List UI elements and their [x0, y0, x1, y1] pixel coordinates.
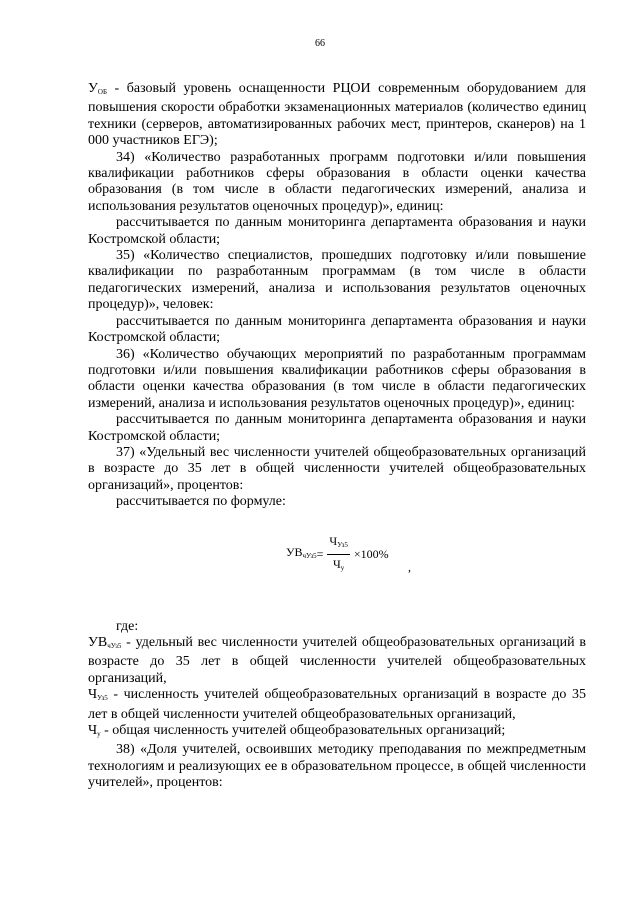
formula-block [88, 511, 586, 597]
paragraph [88, 150, 586, 216]
formula-equals: = [316, 547, 324, 562]
formula-denominator-subscript: у [340, 563, 345, 572]
symbol-letter: Ч [88, 687, 98, 703]
paragraph [88, 687, 586, 723]
formula-numerator-symbol: Ч [329, 533, 338, 548]
paragraph [88, 314, 586, 347]
paragraph-text: - численность учителей общеобразовательных организаций в возрасте до 35 лет в общей численности учителей общеобразовательных организаций, [88, 687, 586, 722]
spacer [88, 597, 586, 619]
formula-lhs-symbol: УВ [286, 545, 303, 560]
paragraph-text: 36) «Количество обучающих мероприятий по разработанным программам подготовки и/или повышения квалификации работников сферы образования в области оценки качества образования (в том числе в области педагогических измерений, анализа и использования результатов оценочных процедур)», единиц: [88, 346, 586, 411]
symbol-letter: Ч [88, 723, 98, 738]
symbol [88, 635, 121, 650]
formula-denominator [331, 555, 346, 576]
paragraph-text: рассчитывается по данным мониторинга департамента образования и науки Костромской области; [88, 313, 586, 346]
formula-numerator [327, 533, 349, 555]
paragraph-text: где: [116, 618, 139, 634]
paragraph [88, 723, 586, 742]
symbol-subscript: ОБ [97, 88, 107, 96]
paragraph-text: 34) «Количество разработанных программ подготовки и/или повышения квалификации работников сферы образования в области оценки качества образования (в том числе в области педагогических измерений, анализа и использования результатов оценочных процедур)», единиц: [88, 149, 586, 214]
symbol-subscript: Уз5 [97, 694, 108, 703]
document-body [88, 81, 586, 792]
paragraph [88, 81, 586, 150]
paragraph-text: рассчитывается по формуле: [116, 494, 286, 510]
formula-lhs-subscript: чУз5 [302, 552, 317, 561]
paragraph [88, 248, 586, 314]
formula-fraction [327, 533, 349, 577]
paragraph [88, 412, 586, 445]
paragraph-text: - базовый уровень оснащенности РЦОИ современным оборудованием для повышения скорости обработки экзаменационных материалов (количество единиц техники (серверов, автоматизированных рабочих мест, принтеров, сканеров) на 1 000 участников ЕГЭ); [88, 81, 586, 149]
paragraph [88, 215, 586, 248]
paragraph [88, 347, 586, 413]
formula-numerator-subscript: Уз5 [337, 540, 348, 549]
symbol-subscript: чУз5 [107, 641, 122, 650]
paragraph-text: 38) «Доля учителей, освоивших методику преподавания по межпредметным технологиям и реализующих ее в образовательном процессе, в общей численности учителей», процентов: [88, 742, 586, 791]
paragraph [88, 445, 586, 494]
paragraph-text: 35) «Количество специалистов, прошедших подготовку и/или повышение квалификации по разработанным программам (в том числе в области педагогических измерений, анализа и использования результатов оценочных процедур)», человек: [88, 248, 586, 313]
paragraph-text: рассчитывается по данным мониторинга департамента образования и науки Костромской области; [88, 215, 586, 247]
paragraph [88, 635, 586, 687]
paragraph-text: - общая численность учителей общеобразовательных организаций; [100, 723, 506, 738]
paragraph-text: - удельный вес численности учителей общеобразовательных организаций в возрасте до 35 лет в общей численности учителей общеобразовательных организаций, [88, 634, 586, 686]
paragraph-text: 37) «Удельный вес численности учителей общеобразовательных организаций в возрасте до 35 лет в общей численности учителей общеобразовательных организаций», процентов: [88, 444, 586, 493]
formula-denominator-symbol: Ч [332, 556, 341, 571]
formula-multiplier: ×100% [353, 547, 389, 562]
paragraph [88, 619, 586, 635]
formula [286, 533, 389, 577]
formula-lhs [286, 544, 317, 564]
page-number: 66 [315, 38, 325, 49]
symbol-subscript: у [97, 730, 101, 738]
paragraph [88, 742, 586, 791]
paragraph-text: рассчитывается по данным мониторинга департамента образования и науки Костромской области; [88, 412, 586, 444]
symbol-letter: У [88, 81, 98, 96]
symbol [88, 81, 107, 96]
paragraph [88, 494, 586, 510]
formula-trailing-comma: , [408, 559, 411, 574]
symbol [88, 723, 101, 738]
symbol [88, 687, 108, 702]
symbol-letter: УВ [88, 634, 108, 650]
